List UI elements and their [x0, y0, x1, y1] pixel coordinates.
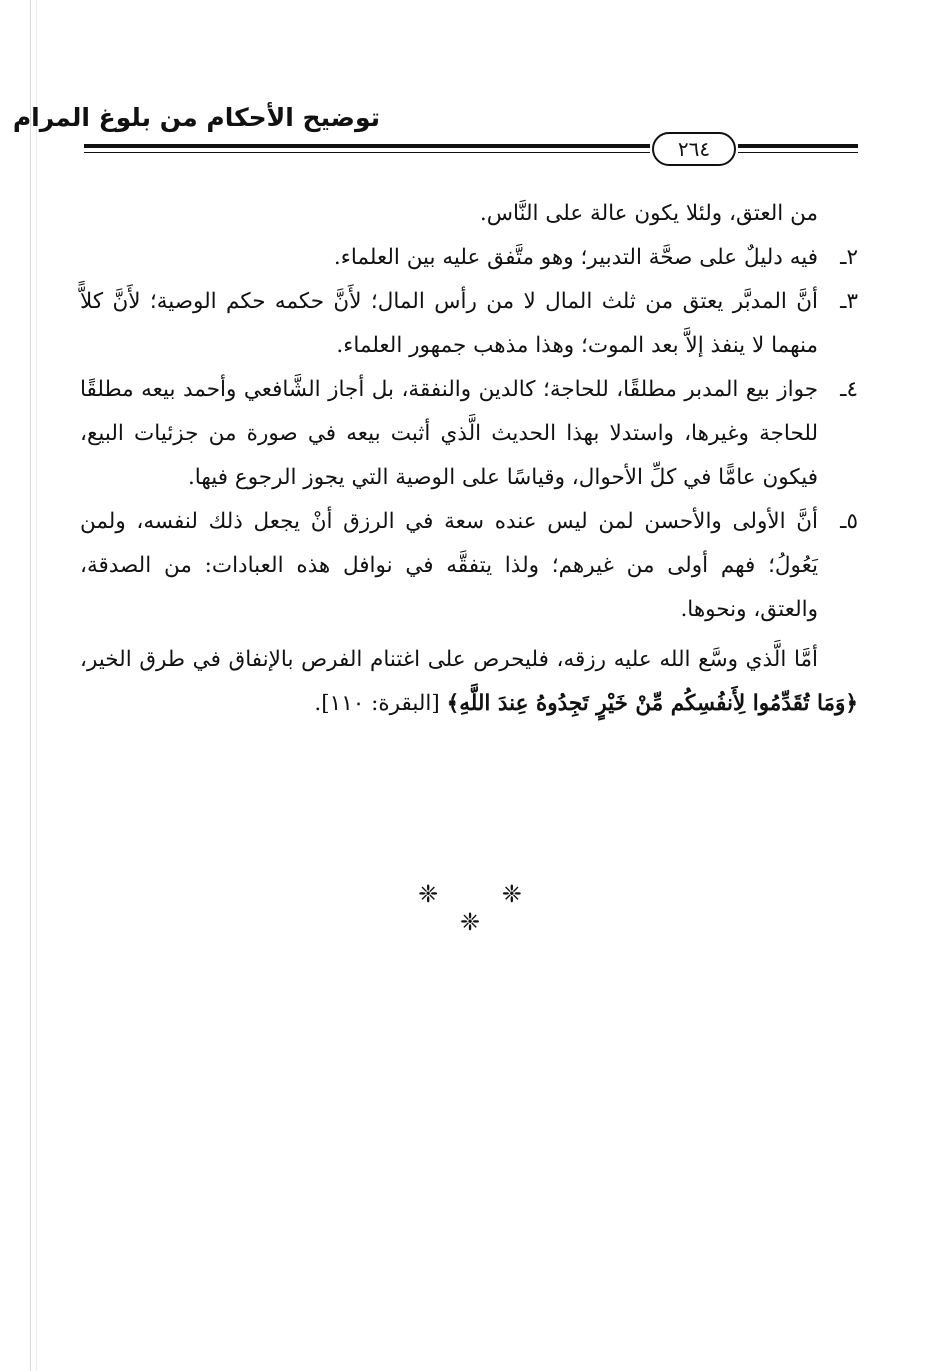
item-text: جواز بيع المدبر مطلقًا، للحاجة؛ كالدين والنفقة، بل أجاز الشَّافعي وأحمد بيعه مطلقًا للحاجة وغيرها، واستدلا بهذا الحديث الَّذي أثبت بيعه في صورة من جزئيات البيع، فيكون عامًّا في كلِّ الأحوال، وقياسًا على الوصية التي يجوز الرجوع فيها. [80, 377, 818, 490]
scan-edge-line-faint [36, 0, 37, 1371]
item-number: ٥ـ [840, 509, 858, 534]
quran-verse: ﴿وَمَا تُقَدِّمُوا لِأَنفُسِكُم مِّنْ خَيْرٍ تَجِدُوهُ عِندَ اللَّهِ﴾ [446, 691, 858, 716]
header-rule-left-thin [84, 152, 650, 153]
page-number: ٢٦٤ [652, 132, 736, 166]
body-text [80, 192, 858, 726]
verse-reference: [البقرة: ١١٠]. [314, 691, 440, 716]
header-rule-right-thin [738, 152, 858, 153]
list-item-5 [80, 500, 858, 632]
item-text: فيه دليلٌ على صحَّة التدبير؛ وهو متَّفق عليه بين العلماء. [333, 245, 818, 270]
list-item-3 [80, 280, 858, 368]
header-rule-left-thick [84, 144, 650, 148]
item-number: ٣ـ [840, 289, 858, 314]
running-header-title: توضيح الأحكام من بلوغ المرام [12, 103, 380, 132]
list-item-4 [80, 368, 858, 500]
section-end-ornament: ❈ ❈ ❈ [418, 880, 550, 936]
list-item-2 [80, 236, 858, 280]
intro-paragraph: من العتق، ولئلا يكون عالة على النَّاس. [479, 201, 818, 226]
header-rule-right-thick [738, 144, 858, 148]
item-number: ٢ـ [840, 245, 858, 270]
scan-edge-line [30, 0, 31, 1371]
closing-text: أمَّا الَّذي وسَّع الله عليه رزقه، فليحرص على اغتنام الفرص بالإنفاق في طرق الخير، [80, 647, 818, 672]
item-number: ٤ـ [840, 377, 858, 402]
item-text: أنَّ الأولى والأحسن لمن ليس عنده سعة في الرزق أنْ يجعل ذلك لنفسه، ولمن يَعُولُ؛ فهم أولى من غيرهم؛ ولذا يتفقَّه في نوافل هذه العبادات: من الصدقة، والعتق، ونحوها. [80, 509, 818, 622]
item-text: أنَّ المدبَّر يعتق من ثلث المال لا من رأس المال؛ لأَنَّ حكمه حكم الوصية؛ لأَنَّ كلاًّ منهما لا ينفذ إلاَّ بعد الموت؛ وهذا مذهب جمهور العلماء. [80, 289, 818, 358]
closing-paragraph [80, 638, 858, 726]
